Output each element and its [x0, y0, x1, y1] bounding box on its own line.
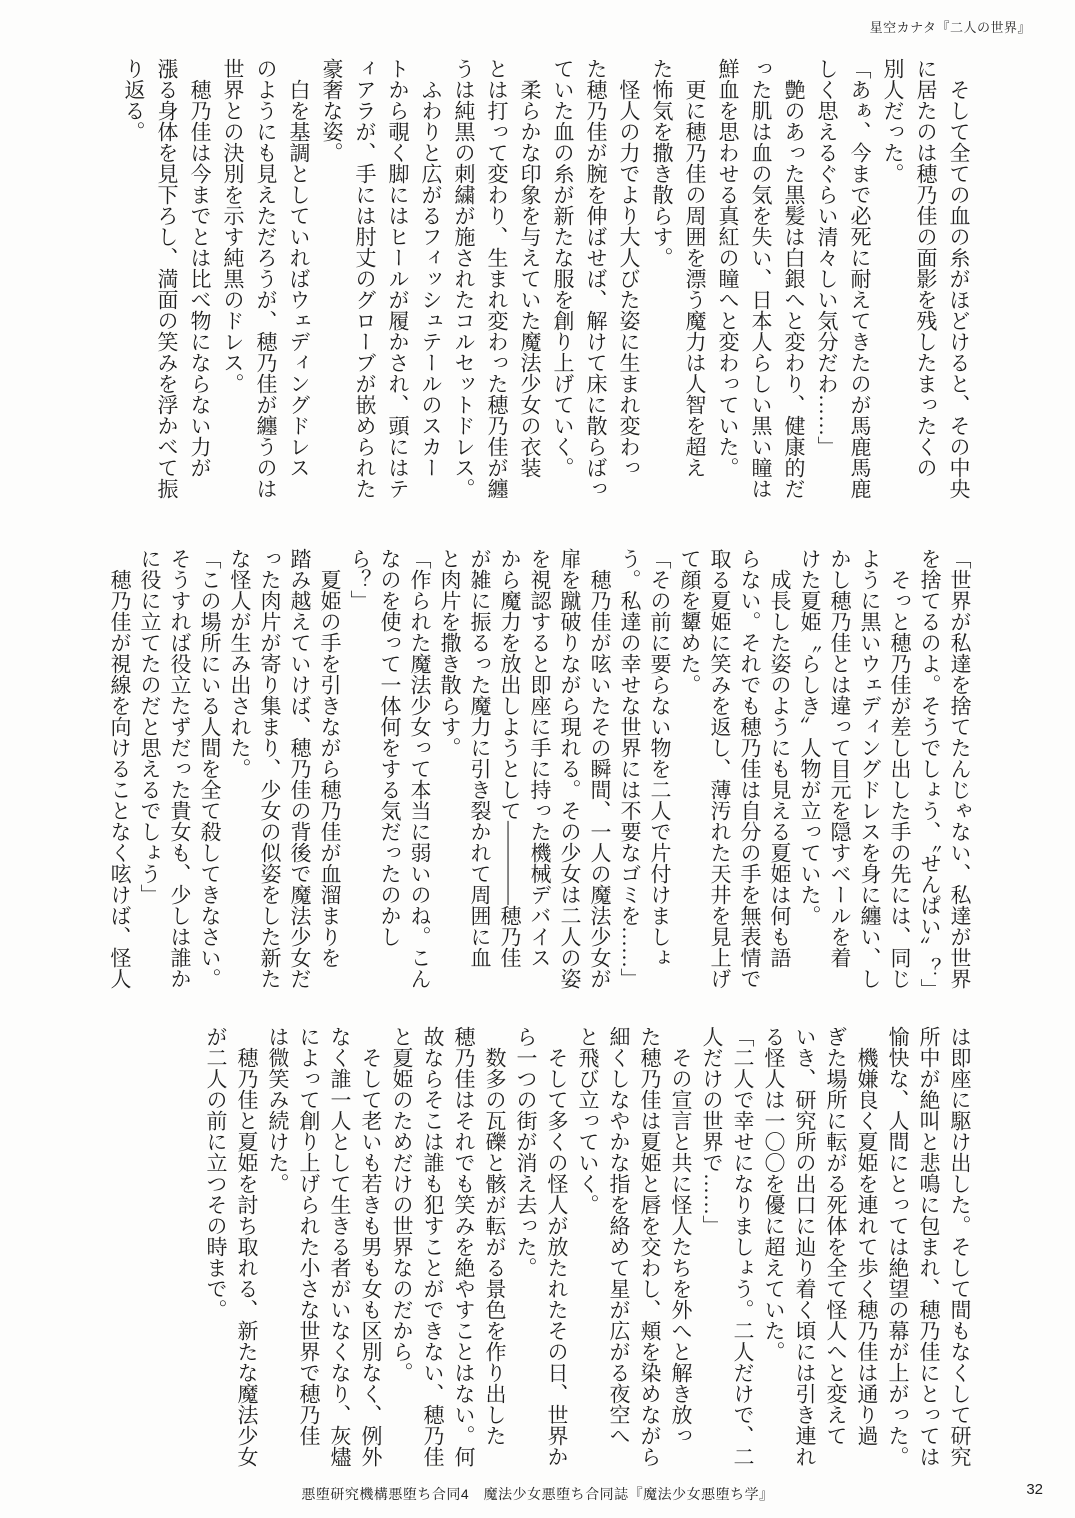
text-column: ていた血の糸が新たな服を創り上げていく。	[551, 58, 575, 478]
text-column: った肉片が寄り集まり、少女の似姿をした新た	[258, 548, 282, 989]
text-column: 故ならそこは誰も犯すことができない、穂乃佳	[421, 1026, 445, 1467]
text-column: そして老いも若きも男も女も区別なく、例外	[359, 1026, 383, 1467]
text-column: 人だけの世界で……」	[700, 1026, 724, 1236]
text-column: そっと穂乃佳が差し出した手の先には、同じ	[888, 548, 912, 989]
text-column: 白を基調としていればウェディングドレス	[287, 58, 311, 478]
text-column: 怪人の力でより大人びた姿に生まれ変わっ	[617, 58, 641, 478]
text-column: その宣言と共に怪人たちを外へと解き放っ	[669, 1026, 693, 1446]
text-column: 所中が絶叫と悲鳴に包まれ、穂乃佳にとっては	[917, 1026, 941, 1467]
text-column: トから覗く脚にはヒールが履かされ、頭にはテ	[386, 58, 410, 499]
text-column: た穂乃佳は夏姫と唇を交わし、頬を染めながら	[638, 1026, 662, 1467]
text-column: 「その前に要らない物を二人で片付けましょ	[648, 548, 672, 968]
text-column: は即座に駆け出した。そして間もなくして研究	[948, 1026, 972, 1467]
text-block-bottom	[200, 1026, 975, 1474]
text-column: を捨てるのよ。そうでしょう、〝せんぱい〟？」	[918, 548, 942, 1000]
text-column: り返る。	[122, 58, 146, 142]
text-column: なく誰一人として生きる者がいなくなり、灰燼	[328, 1026, 352, 1467]
text-column: 取る夏姫に笑みを返し、薄汚れた天井を見上げ	[708, 548, 732, 989]
text-column: のようにも見えただろうが、穂乃佳が纏うのは	[254, 58, 278, 499]
footer-title: 悪堕研究機構悪堕ち合同4 魔法少女悪堕ち合同誌『魔法少女悪堕ち学』	[301, 1486, 774, 1502]
text-column: 穂乃佳は今までとは比べ物にならない力が	[188, 58, 212, 478]
text-column: な怪人が生み出された。	[228, 548, 252, 779]
text-column: 柔らかな印象を与えていた魔法少女の衣装	[518, 58, 542, 478]
text-column: 扉を蹴破りながら現れる。その少女は二人の姿	[558, 548, 582, 989]
text-column: らない。それでも穂乃佳は自分の手を無表情で	[738, 548, 762, 989]
text-column: 穂乃佳が呟いたその瞬間、一人の魔法少女が	[588, 548, 612, 989]
text-column: そうすれば役立たずだった貴女も、少しは誰か	[168, 548, 192, 989]
text-column: に役に立てたのだと思えるでしょう」	[138, 548, 162, 905]
text-column: そして多くの怪人が放たれたその日、世界か	[545, 1026, 569, 1467]
text-column: 「二人で幸せになりましょう。二人だけで、二	[731, 1026, 755, 1467]
text-column: る怪人は一〇〇を優に超えていた。	[762, 1026, 786, 1362]
text-column: ふわりと広がるフィッシュテールのスカー	[419, 58, 443, 478]
text-column: 漲る身体を見下ろし、満面の笑みを浮かべて振	[155, 58, 179, 499]
running-header: 星空カナタ『二人の世界』	[869, 20, 1031, 35]
text-column: と肉片を撒き散らす。	[438, 548, 462, 758]
text-column: 世界との決別を示す純黒のドレス。	[221, 58, 245, 394]
text-column: が二人の前に立つその時まで。	[204, 1026, 228, 1320]
text-block-top	[117, 58, 975, 514]
text-column: かし穂乃佳とは違って目元を隠すベールを着	[828, 548, 852, 968]
text-column: なのを使って一体何をする気だったのかし	[378, 548, 402, 947]
text-column: に居たのは穂乃佳の面影を残したまったくの	[914, 58, 938, 478]
text-block-middle	[105, 548, 975, 1000]
text-column: けた夏姫〝らしき〟人物が立っていた。	[798, 548, 822, 926]
text-column: そして全ての血の糸がほどけると、その中央	[947, 58, 971, 499]
text-column: 「あぁ、今まで必死に耐えてきたのが馬鹿馬鹿	[848, 58, 872, 499]
text-column: う。私達の幸せな世界には不要なゴミを……」	[618, 548, 642, 989]
text-column: と夏姫のためだけの世界なのだから。	[390, 1026, 414, 1383]
page-number: 32	[1026, 1481, 1043, 1498]
text-column: 豪奢な姿。	[320, 58, 344, 163]
text-column: 愉快な、人間にとっては絶望の幕が上がった。	[886, 1026, 910, 1467]
text-column: しく思えるぐらい清々しい気分だわ……」	[815, 58, 839, 457]
text-column: は微笑み続けた。	[266, 1026, 290, 1194]
text-column: た穂乃佳が腕を伸ばせば、解けて床に散らばっ	[584, 58, 608, 499]
text-column: 艶のあった黒髪は白銀へと変わり、健康的だ	[782, 58, 806, 499]
text-column: 「世界が私達を捨てたんじゃない、私達が世界	[948, 548, 972, 989]
text-column: 穂乃佳はそれでも笑みを絶やすことはない。何	[452, 1026, 476, 1467]
text-column: 穂乃佳が視線を向けることなく呟けば、怪人	[108, 548, 132, 989]
text-column: て顔を顰めた。	[678, 548, 702, 695]
text-column: 細くしなやかな指を絡めて星が広がる夜空へ	[607, 1026, 631, 1446]
text-column: 成長した姿のようにも見える夏姫は何も語	[768, 548, 792, 968]
text-column: 穂乃佳と夏姫を討ち取れる、新たな魔法少女	[235, 1026, 259, 1467]
text-column: ように黒いウェディングドレスを身に纏い、し	[858, 548, 882, 989]
text-column: ら一つの街が消え去った。	[514, 1026, 538, 1278]
text-column: を視認すると即座に手に持った機械デバイス	[528, 548, 552, 968]
text-column: と飛び立っていく。	[576, 1026, 600, 1215]
text-column: 踏み越えていけば、穂乃佳の背後で魔法少女だ	[288, 548, 312, 989]
text-column: 別人だった。	[881, 58, 905, 184]
text-column: た怖気を撒き散らす。	[650, 58, 674, 268]
text-column: ら？」	[348, 548, 372, 611]
text-column: 鮮血を思わせる真紅の瞳へと変わっていた。	[716, 58, 740, 478]
text-column: によって創り上げられた小さな世界で穂乃佳	[297, 1026, 321, 1446]
text-column: 更に穂乃佳の周囲を漂う魔力は人智を超え	[683, 58, 707, 478]
text-column: ィアラが、手には肘丈のグローブが嵌められた	[353, 58, 377, 499]
text-column: った肌は血の気を失い、日本人らしい黒い瞳は	[749, 58, 773, 499]
text-column: 「この場所にいる人間を全て殺してきなさい。	[198, 548, 222, 989]
text-column: いき、研究所の出口に辿り着く頃には引き連れ	[793, 1026, 817, 1467]
text-column: うは純黒の刺繍が施されたコルセットドレス。	[452, 58, 476, 499]
text-column: ぎた場所に転がる死体を全て怪人へと変えて	[824, 1026, 848, 1446]
text-column: 機嫌良く夏姫を連れて歩く穂乃佳は通り過	[855, 1026, 879, 1446]
text-column: 夏姫の手を引きながら穂乃佳が血溜まりを	[318, 548, 342, 968]
text-column: 数多の瓦礫と骸が転がる景色を作り出した	[483, 1026, 507, 1446]
text-column: とは打って変わり、生まれ変わった穂乃佳が纏	[485, 58, 509, 499]
text-column: が雑に振るった魔力に引き裂かれて周囲に血	[468, 548, 492, 968]
text-column: 「作られた魔法少女って本当に弱いのね。こん	[408, 548, 432, 989]
text-column: から魔力を放出しようとして――――穂乃佳	[498, 548, 522, 968]
